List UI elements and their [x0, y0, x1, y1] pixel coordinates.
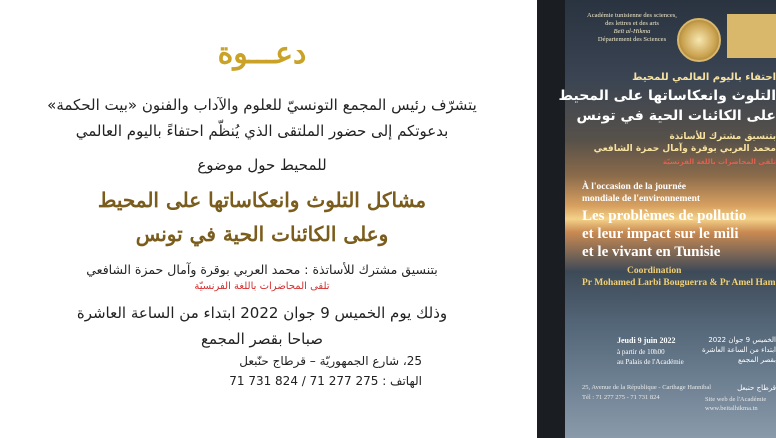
invitation-title: دعـــوة: [217, 36, 307, 71]
poster-fr-coordination-names: Pr Mohamed Larbi Bouguerra & Pr Amel Ham: [582, 278, 776, 288]
poster-ar-date-3: بقصر المجمع: [737, 356, 776, 364]
invitation-paragraph-line-3: للمحيط حول موضوع: [197, 156, 327, 174]
poster-header-line-1: Académie tunisienne des sciences,: [587, 12, 677, 19]
poster-ar-topic-1: التلوث وانعكاساتها على المحيط: [558, 88, 776, 104]
poster-ar-language-note: تلقى المحاضرات باللغة الفرنسيّة: [662, 158, 776, 166]
poster-header: [577, 12, 687, 44]
poster-dark-border: [537, 0, 565, 438]
topic-line-1: مشاكل التلوث وانعكاساتها على المحيط: [97, 188, 427, 212]
date-line-1: وذلك يوم الخميس 9 جوان 2022 ابتداء من الساعة العاشرة: [76, 304, 448, 322]
poster-ar-date-1: الخميس 9 جوان 2022: [708, 336, 776, 344]
phone-text: الهاتف : 275 277 71 / 824 731 71: [229, 374, 422, 388]
poster-fr-phone: Tél : 71 277 275 - 71 731 824: [582, 394, 660, 401]
invitation-paragraph-line-2: بدعوتكم إلى حضور الملتقى الذي يُنظّم احتفاءً باليوم العالمي: [75, 122, 449, 140]
poster-ar-coordination-1: بتنسيق مشترك للأساتذة: [669, 132, 776, 142]
poster-ar-coordination-2: محمد العربي بوقرة وآمال حمزة الشافعي: [593, 144, 776, 154]
invitation-paragraph-line-1: يتشرّف رئيس المجمع التونسيّ للعلوم والآداب والفنون «بيت الحكمة»: [47, 96, 477, 114]
coordination-text: بتنسيق مشترك للأساتذة : محمد العربي بوقرة وآمال حمزة الشافعي: [86, 262, 438, 277]
poster-fr-title-2: et leur impact sur le mili: [582, 226, 739, 242]
poster-fr-occasion-1: À l'occasion de la journée: [582, 182, 686, 192]
poster-header-line-4: Département des Sciences: [597, 36, 667, 43]
poster-fr-date-2: à partir de 10h00: [617, 348, 665, 356]
poster-fr-title-1: Les problèmes de pollutio: [582, 208, 747, 224]
poster-site-label: Site web de l'Académie: [705, 396, 767, 403]
date-line-2: صباحا بقصر المجمع: [200, 330, 323, 348]
poster-header-line-2: des lettres et des arts: [605, 20, 659, 27]
academy-emblem-icon: [677, 18, 721, 62]
topic-line-2: وعلى الكائنات الحية في تونس: [135, 222, 389, 246]
poster-fr-date-3: au Palais de l'Académie: [617, 358, 684, 366]
poster-ar-occasion: احتفاء باليوم العالمي للمحيط: [632, 72, 776, 83]
poster-fr-title-3: et le vivant en Tunisie: [582, 244, 721, 260]
poster-fr-coordination-label: Coordination: [627, 266, 682, 276]
academy-calligraphy-logo-icon: [727, 14, 776, 58]
poster-ar-date-2: ابتداء من الساعة العاشرة: [701, 346, 776, 354]
address-text: 25، شارع الجمهوريّة – قرطاج حنّبعل: [239, 354, 422, 368]
poster-ar-topic-2: على الكائنات الحية في تونس: [576, 108, 776, 124]
poster-header-line-3: Beït al-Hikma: [613, 28, 651, 35]
event-poster: [537, 0, 776, 438]
language-note: تلقى المحاضرات باللغة الفرنسيّة: [194, 281, 330, 292]
poster-fr-address: 25, Avenue de la République - Carthage Hannibal: [582, 384, 712, 391]
poster-site-url: www.beitalhikma.tn: [705, 405, 758, 412]
poster-ar-address: قرطاج حنبعل: [737, 384, 776, 392]
poster-fr-date-1: Jeudi 9 juin 2022: [617, 336, 676, 345]
poster-fr-occasion-2: mondiale de l'environnement: [582, 194, 701, 204]
